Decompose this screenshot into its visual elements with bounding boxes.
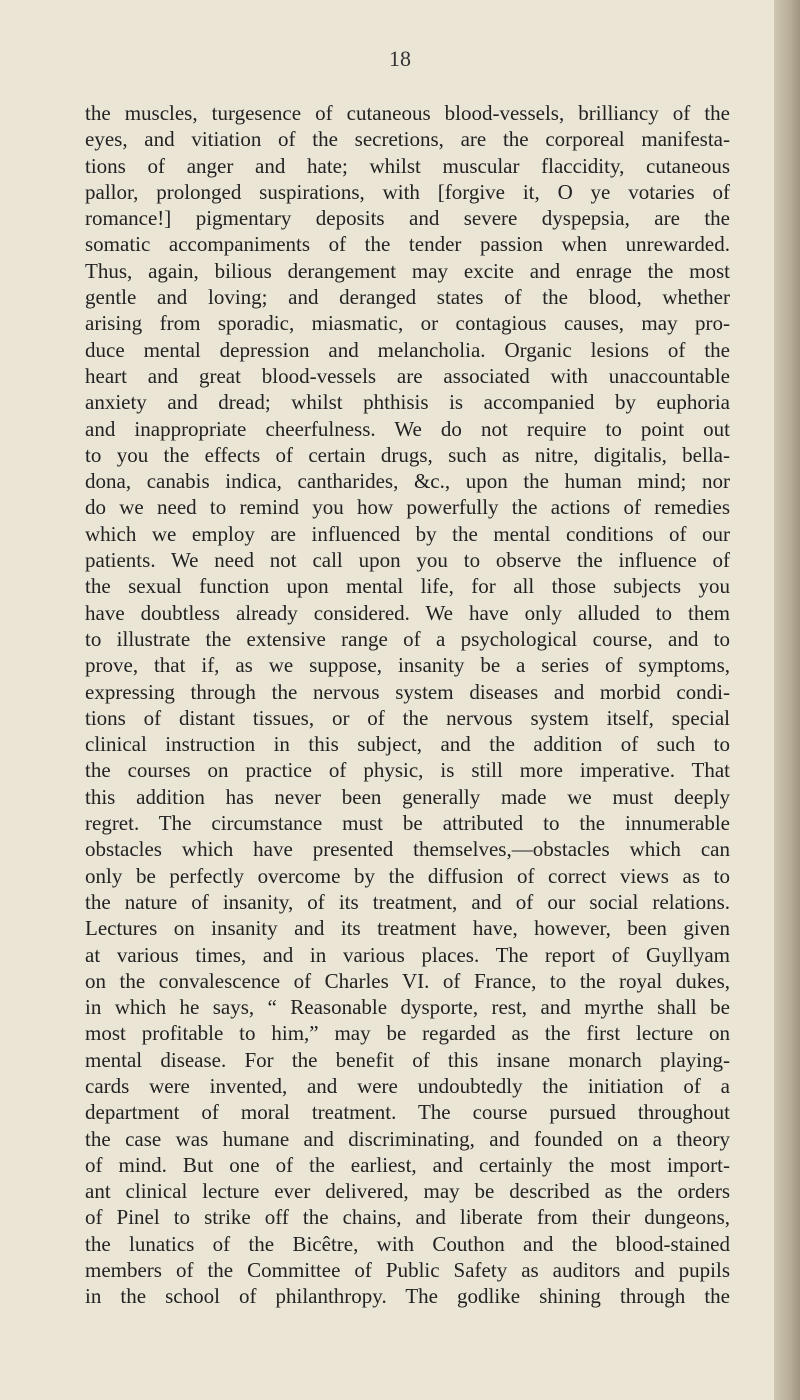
- text-line: mental disease. For the benefit of this insane monarch playing-: [85, 1047, 730, 1072]
- text-line: Thus, again, bilious derangement may excite and enrage the most: [85, 258, 730, 283]
- text-line: in the school of philanthropy. The godlike shining through the: [85, 1284, 730, 1309]
- text-line: arising from sporadic, miasmatic, or contagious causes, may pro-: [85, 311, 730, 336]
- text-line: regret. The circumstance must be attributed to the innumerable: [85, 811, 730, 836]
- text-line: which we employ are influenced by the mental conditions of our: [85, 521, 730, 546]
- text-line: the nature of insanity, of its treatment, and of our social relations.: [85, 889, 730, 914]
- text-line: obstacles which have presented themselves,—obstacles which can: [85, 837, 730, 862]
- page-edge-shadow: [774, 0, 800, 1400]
- text-line: this addition has never been generally made we must deeply: [85, 784, 730, 809]
- text-line: to you the effects of certain drugs, such as nitre, digitalis, bella-: [85, 442, 730, 467]
- text-line: dona, canabis indica, cantharides, &c., upon the human mind; nor: [85, 469, 730, 494]
- text-line: eyes, and vitiation of the secretions, are the corporeal manifesta-: [85, 127, 730, 152]
- text-line: most profitable to him,” may be regarded as the first lecture on: [85, 1021, 730, 1046]
- text-line: heart and great blood-vessels are associated with unaccountable: [85, 363, 730, 388]
- text-line: do we need to remind you how powerfully the actions of remedies: [85, 495, 730, 520]
- text-line: department of moral treatment. The course pursued throughout: [85, 1100, 730, 1125]
- text-line: and inappropriate cheerfulness. We do not require to point out: [85, 416, 730, 441]
- text-line: members of the Committee of Public Safety as auditors and pupils: [85, 1258, 730, 1283]
- text-line: somatic accompaniments of the tender passion when unrewarded.: [85, 232, 730, 257]
- text-line: the lunatics of the Bicêtre, with Couthon and the blood-stained: [85, 1231, 730, 1256]
- text-line: Lectures on insanity and its treatment have, however, been given: [85, 916, 730, 941]
- text-line: tions of distant tissues, or of the nervous system itself, special: [85, 705, 730, 730]
- text-line: gentle and loving; and deranged states of the blood, whether: [85, 285, 730, 310]
- text-line: only be perfectly overcome by the diffusion of correct views as to: [85, 863, 730, 888]
- text-line: on the convalescence of Charles VI. of France, to the royal dukes,: [85, 968, 730, 993]
- text-line: ant clinical lecture ever delivered, may be described as the orders: [85, 1179, 730, 1204]
- text-line: the case was humane and discriminating, and founded on a theory: [85, 1126, 730, 1151]
- body-text: [85, 100, 730, 1310]
- page-number: 18: [389, 46, 411, 71]
- text-line: the muscles, turgesence of cutaneous blood-vessels, brilliancy of the: [85, 101, 730, 125]
- text-line: tions of anger and hate; whilst muscular flaccidity, cutaneous: [85, 153, 730, 178]
- text-line: the sexual function upon mental life, for all those subjects you: [85, 574, 730, 599]
- text-line: pallor, prolonged suspirations, with [forgive it, O ye votaries of: [85, 179, 730, 204]
- text-line: have doubtless already considered. We have only alluded to them: [85, 600, 730, 625]
- text-line: patients. We need not call upon you to observe the influence of: [85, 548, 730, 573]
- text-line: to illustrate the extensive range of a psychological course, and to: [85, 626, 730, 651]
- text-line: expressing through the nervous system diseases and morbid condi-: [85, 679, 730, 704]
- text-line: of mind. But one of the earliest, and certainly the most import-: [85, 1152, 730, 1177]
- text-line: at various times, and in various places. The report of Guyllyam: [85, 942, 730, 967]
- text-line: the courses on practice of physic, is still more imperative. That: [85, 758, 730, 783]
- text-line: cards were invented, and were undoubtedly the initiation of a: [85, 1073, 730, 1098]
- text-line: in which he says, “ Reasonable dysporte, rest, and myrthe shall be: [85, 995, 730, 1020]
- text-line: prove, that if, as we suppose, insanity be a series of symptoms,: [85, 653, 730, 678]
- text-line: duce mental depression and melancholia. Organic lesions of the: [85, 337, 730, 362]
- text-line: clinical instruction in this subject, and the addition of such to: [85, 732, 730, 757]
- text-line: of Pinel to strike off the chains, and liberate from their dungeons,: [85, 1205, 730, 1230]
- text-line: anxiety and dread; whilst phthisis is accompanied by euphoria: [85, 390, 730, 415]
- text-line: romance!] pigmentary deposits and severe dyspepsia, are the: [85, 206, 730, 231]
